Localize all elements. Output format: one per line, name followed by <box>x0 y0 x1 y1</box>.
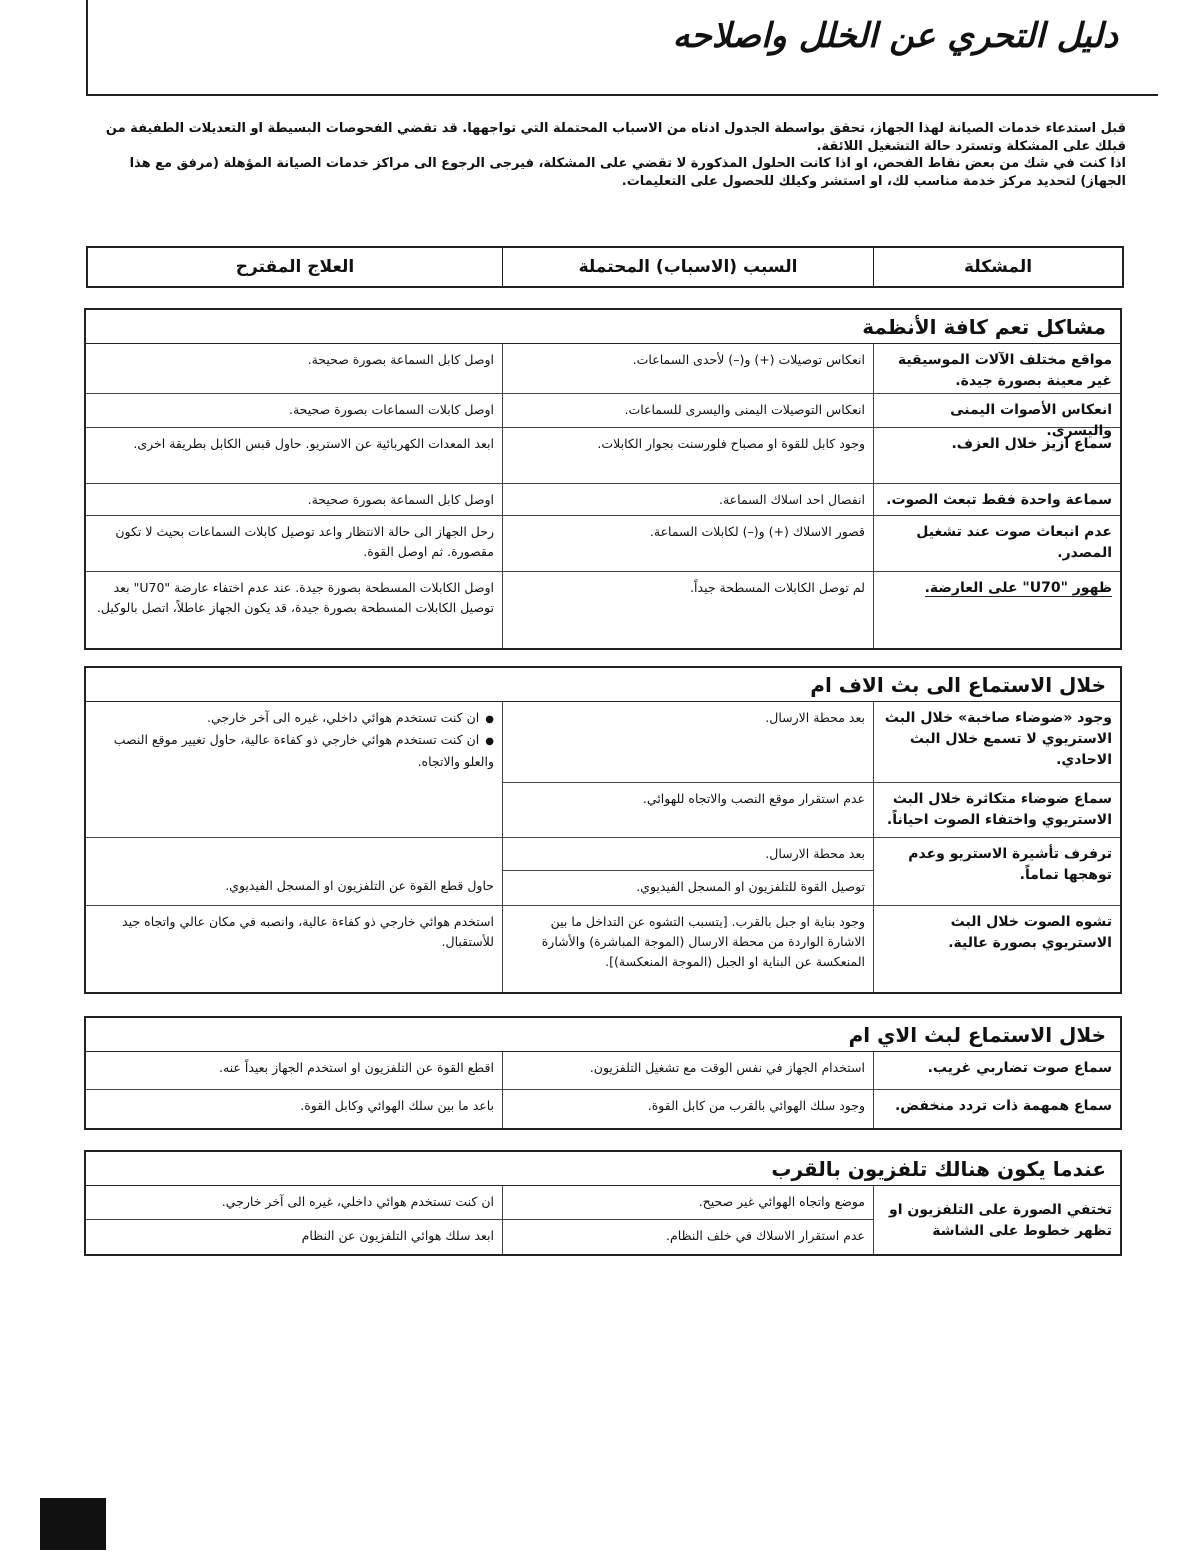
problem-cell: عدم انبعاث صوت عند تشغيل المصدر. <box>916 524 1112 561</box>
problem-cell: سماع ازيز خلال العزف. <box>951 436 1112 452</box>
problem-cell: انعكاس الأصوات اليمنى واليسرى. <box>950 402 1112 439</box>
fm-upper-group <box>86 702 1120 838</box>
problem-cell: ترفرف تأشيرة الاستريو وعدم توهجها تماماً. <box>908 846 1112 883</box>
remedy-part: ابعد سلك هوائي التلفزيون عن النظام <box>301 1228 494 1243</box>
remedy-part: ان كنت تستخدم هوائي داخلي، غيره الى آخر خارجي. <box>86 1186 502 1220</box>
problem-cell: سماع صوت تضاربي غريب. <box>927 1060 1112 1076</box>
table-row <box>86 344 1120 394</box>
section-title: عندما يكون هنالك تلفزيون بالقرب <box>86 1152 1120 1186</box>
intro-paragraph: قبل استدعاء خدمات الصيانة لهذا الجهاز، تحقق بواسطة الجدول ادناه من الاسباب المحتملة التي تواجهها. قد تقضي الفحوصات البسيطة او التعديلات الطفيفة من قبلك على المشكلة وتسترد حالة التشغيل اللائقة. <box>105 121 1126 154</box>
cause-cell: انعكاس التوصيلات اليمنى واليسرى للسماعات. <box>502 394 874 427</box>
table-row <box>86 838 1120 906</box>
table-row <box>86 484 1120 516</box>
remedy-cell: اوصل كابل السماعة بصورة صحيحة. <box>307 492 494 507</box>
table-header <box>86 246 1124 288</box>
cause-cell: استخدام الجهاز في نفس الوقت مع تشغيل التلفزيون. <box>502 1052 874 1089</box>
remedy-cell: اوصل الكابلات المسطحة بصورة جيدة. عند عدم اختفاء عارضة "U70" بعد توصيل الكابلات المسطحة بصورة جيدة، قد يكون الجهاز عاطلاً، اتصل بالوكيل. <box>96 580 494 615</box>
problem-cell: مواقع مختلف الآلات الموسيقية غير معينة بصورة جيدة. <box>897 352 1112 389</box>
remedy-cell: ابعد المعدات الكهربائية عن الاستريو. حاول قبس الكابل بطريقة اخرى. <box>133 436 494 451</box>
cause-cell: انفصال احد اسلاك السماعة. <box>502 484 874 515</box>
header-cause: السبب (الاسباب) المحتملة <box>502 248 874 286</box>
cause-part: توصيل القوة للتلفزيون او المسجل الفيديوي. <box>636 879 865 894</box>
header-problem: المشكلة <box>963 257 1033 277</box>
section-title: خلال الاستماع لبث الاي ام <box>86 1018 1120 1052</box>
table-row <box>502 783 1120 837</box>
table-row <box>86 428 1120 484</box>
table-row <box>502 702 1120 783</box>
problem-cell <box>874 572 1120 648</box>
problem-cell: سماع همهمة ذات تردد منخفض. <box>894 1098 1112 1114</box>
problem-cell: تختفي الصورة على التلفزيون او تظهر خطوط على الشاشة <box>889 1202 1112 1239</box>
table-row <box>86 516 1120 572</box>
section-tv-nearby <box>84 1150 1122 1256</box>
cause-cell: قصور الاسلاك (+) و(–) لكابلات السماعة. <box>502 516 874 571</box>
remedy-cell: اقطع القوة عن التلفزيون او استخدم الجهاز بعيداً عنه. <box>218 1060 494 1075</box>
cause-cell: لم توصل الكابلات المسطحة جيداً. <box>502 572 874 648</box>
remedy-cell: استخدم هوائي خارجي ذو كفاءة عالية، وانصبه في مكان عالي واتجاه جيد للأستقبال. <box>122 914 494 949</box>
cause-part: بعد محطة الارسال. <box>503 838 873 871</box>
page-title: دليل التحري عن الخلل واصلاحه <box>672 16 1118 56</box>
cause-part: موضع واتجاه الهوائي غير صحيح. <box>503 1186 873 1220</box>
cause-cell: وجود كابل للقوة او مصباح فلورسنت بجوار الكابلات. <box>502 428 874 483</box>
cause-cell <box>502 838 874 905</box>
remedy-bullet: ● ان كنت تستخدم هوائي داخلي، غيره الى آخر خارجي. <box>94 708 494 730</box>
section-all-systems <box>84 308 1122 650</box>
remedy-cell: اوصل كابلات السماعات بصورة صحيحة. <box>288 402 494 417</box>
table-row <box>86 1090 1120 1128</box>
problem-text-u70: ظهور "U70" على العارضة. <box>924 580 1112 596</box>
section-fm <box>84 666 1122 994</box>
header-remedy: العلاج المقترح <box>235 257 355 277</box>
title-frame <box>86 0 1158 96</box>
table-row <box>86 906 1120 992</box>
section-am <box>84 1016 1122 1130</box>
section-title: مشاكل تعم كافة الأنظمة <box>86 310 1120 344</box>
cause-part: عدم استقرار الاسلاك في خلف النظام. <box>666 1228 865 1243</box>
problem-cell: تشوه الصوت خلال البث الاستريوي بصورة عالية. <box>948 914 1112 951</box>
remedy-cell: حاول قطع القوة عن التلفزيون او المسجل الفيديوي. <box>225 878 494 893</box>
table-row <box>86 394 1120 439</box>
section-title: خلال الاستماع الى بث الاف ام <box>86 668 1120 702</box>
fm-upper-left <box>502 702 1120 837</box>
remedy-cell: رحل الجهاز الى حالة الانتظار واعد توصيل كابلات السماعات بحيث لا تكون مقصورة. ثم اوصل القوة. <box>115 524 494 559</box>
cause-cell: وجود سلك الهوائي بالقرب من كابل القوة. <box>502 1090 874 1128</box>
cause-cell <box>502 1186 874 1254</box>
table-row <box>86 1052 1120 1090</box>
remedy-cell <box>86 702 502 837</box>
remedy-cell: اوصل كابل السماعة بصورة صحيحة. <box>307 352 494 367</box>
remedy-cell <box>86 1186 502 1254</box>
table-row <box>86 572 1120 648</box>
problem-cell: وجود «ضوضاء صاخبة» خلال البث الاستريوي لا تسمع خلال البث الاحادي. <box>884 710 1112 768</box>
cause-cell: انعكاس توصيلات (+) و(–) لأحدى السماعات. <box>502 344 874 393</box>
cause-cell: وجود بناية او جبل بالقرب. [يتسبب التشوه عن التداخل ما بين الاشارة الواردة من محطة الارسال (الموجة المباشرة) والأشارة المنعكسة عن البناية او الجبل (الموجة المنعكسة)]. <box>502 906 874 992</box>
cause-cell: عدم استقرار موقع النصب والاتجاه للهوائي. <box>502 783 874 837</box>
intro-paragraph: اذا كنت في شك من بعض نقاط الفحص، او اذا كانت الحلول المذكورة لا تقضي على المشكلة، فيرجى الرجوع الى مراكز خدمات الصيانة المؤهلة (مرفق مع هذا الجهاز) لتحديد مركز خدمة مناسب لك، او استشر وكيلك للحصول على التعليمات. <box>129 156 1126 189</box>
intro-text <box>104 120 1126 190</box>
table-row <box>86 1186 1120 1254</box>
problem-cell: سماعة واحدة فقط تبعث الصوت. <box>886 492 1112 508</box>
cause-cell: بعد محطة الارسال. <box>502 702 874 782</box>
problem-cell: سماع ضوضاء متكاثرة خلال البث الاستريوي واختفاء الصوت احياناً. <box>886 791 1112 828</box>
remedy-cell: باعد ما بين سلك الهوائي وكابل القوة. <box>300 1098 494 1113</box>
scan-corner-mark <box>40 1498 106 1550</box>
remedy-bullet: ● ان كنت تستخدم هوائي خارجي ذو كفاءة عالية، حاول تغيير موقع النصب والعلو والاتجاه. <box>94 730 494 772</box>
